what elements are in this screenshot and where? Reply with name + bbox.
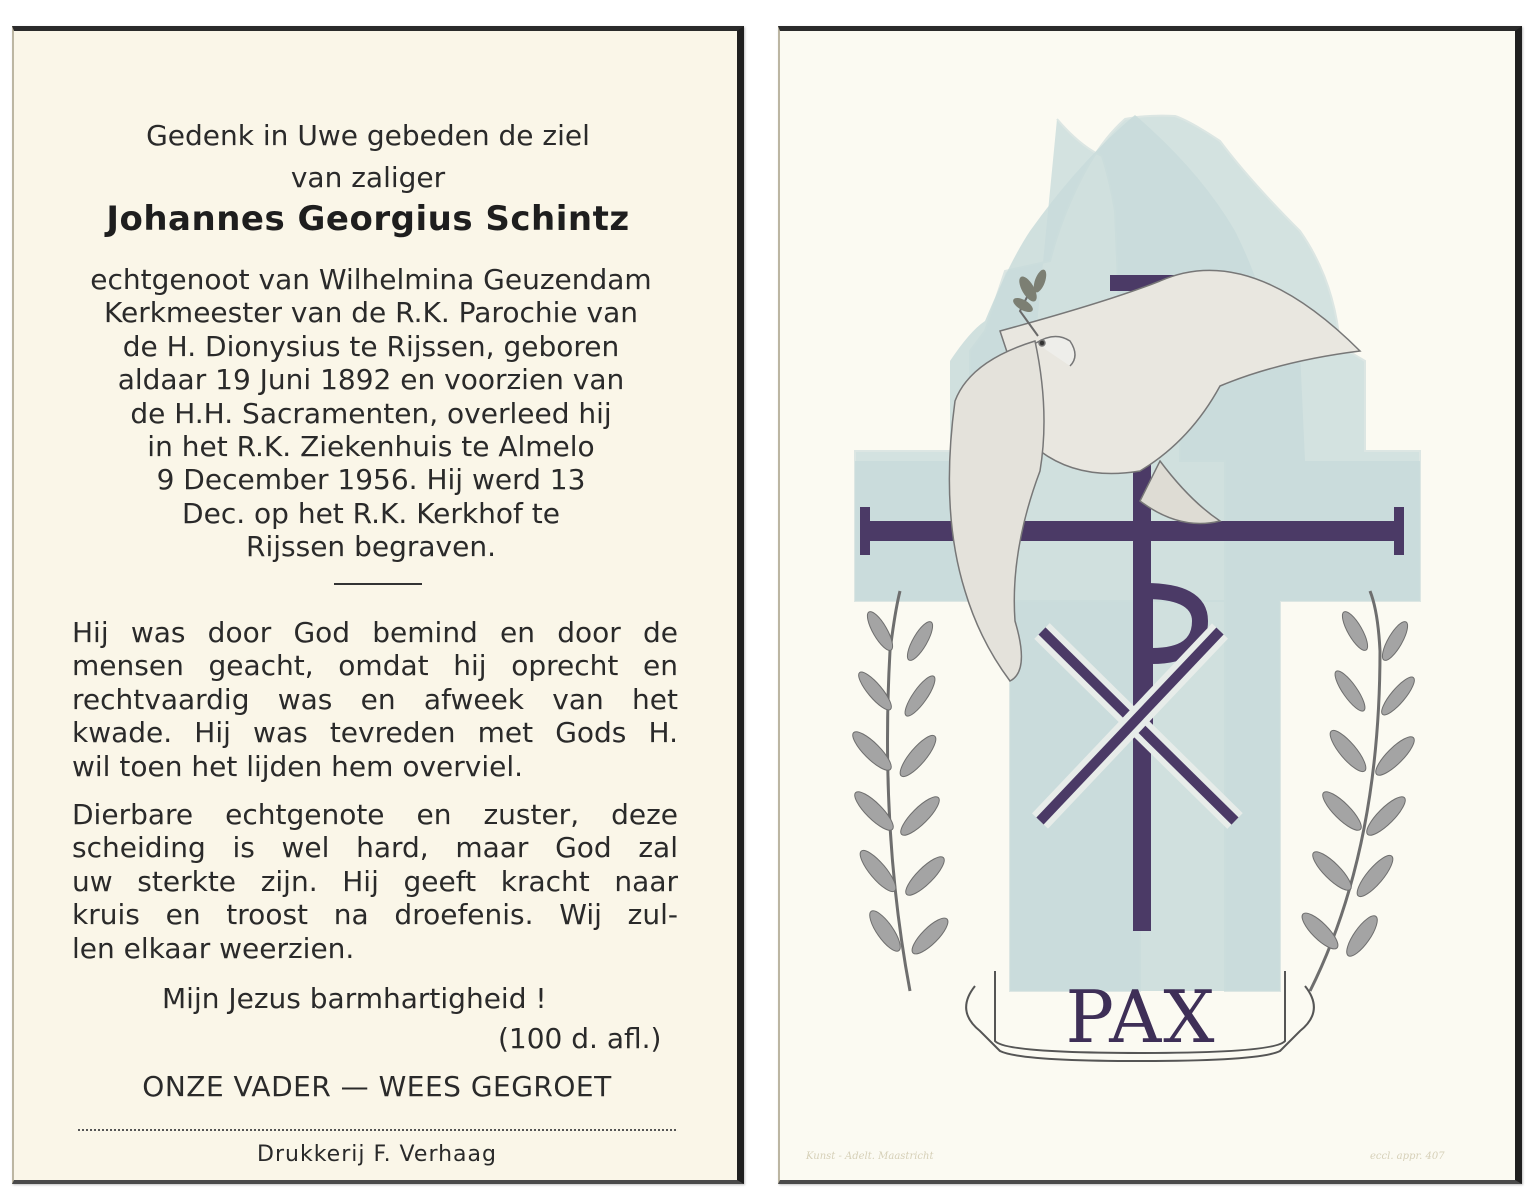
bio-line: Dec. op het R.K. Kerkhof te [182,496,560,530]
tribute-line: kwade. Hij was tevreden met Gods H. [72,716,678,750]
memorial-text-card [12,26,744,1184]
indulgence-note: (100 d. afl.) [498,1022,662,1055]
bio-line: aldaar 19 Juni 1892 en voorzien van [117,363,625,397]
printer-credit: Drukkerij F. Verhaag [257,1142,497,1167]
pax-text: PAX [1065,975,1217,1059]
tribute-line: wil toen het lijden hem overviel. [72,749,524,783]
consolation-line: Dierbare echtgenote en zuster, deze [72,798,678,831]
tribute-line: rechtvaardig was en afweek van het [72,682,678,716]
divider-rule [334,583,422,585]
tribute-line: Hij was door God bemind en door de [72,616,678,649]
consolation-line: len elkaar weerzien. [72,931,355,965]
right-palm-frond [1297,591,1419,991]
approval-note: eccl. appr. 407 [1370,1151,1445,1162]
bio-line: Kerkmeester van de R.K. Parochie van [104,296,638,330]
prayer-exclamation: Mijn Jezus barmhartigheid ! [162,982,547,1015]
deceased-name: Johannes Georgius Schintz [106,199,630,239]
bio-line: echtgenoot van Wilhelmina Geuzendam [90,263,652,296]
publisher-credit: Kunst - Adelt. Maastricht [806,1151,934,1162]
bio-line: de H. Dionysius te Rijssen, geboren [122,329,620,363]
prayers-line: ONZE VADER — WEES GEGROET [142,1070,612,1103]
consolation-line: kruis en troost na droefenis. Wij zul- [72,898,678,932]
bio-line: in het R.K. Ziekenhuis te Almelo [147,430,595,464]
consolation-paragraph [72,798,678,965]
devotional-image-card [778,26,1522,1184]
tribute-line: mensen geacht, omdat hij oprecht en [72,649,678,683]
intro-line-2: van zaliger [290,161,446,194]
left-palm-frond [848,591,953,991]
consolation-line: uw sterkte zijn. Hij geeft kracht naar [72,864,678,898]
bio-line: de H.H. Sacramenten, overleed hij [130,396,612,430]
intro-text [14,115,722,199]
bio-line: 9 December 1956. Hij werd 13 [156,463,586,497]
bio-line: Rijssen begraven. [246,530,496,564]
tribute-paragraph [72,616,678,783]
dotted-rule [78,1129,676,1131]
consolation-line: scheiding is wel hard, maar God zal [72,831,678,865]
biography [66,263,676,564]
intro-line-1: Gedenk in Uwe gebeden de ziel [146,119,590,152]
